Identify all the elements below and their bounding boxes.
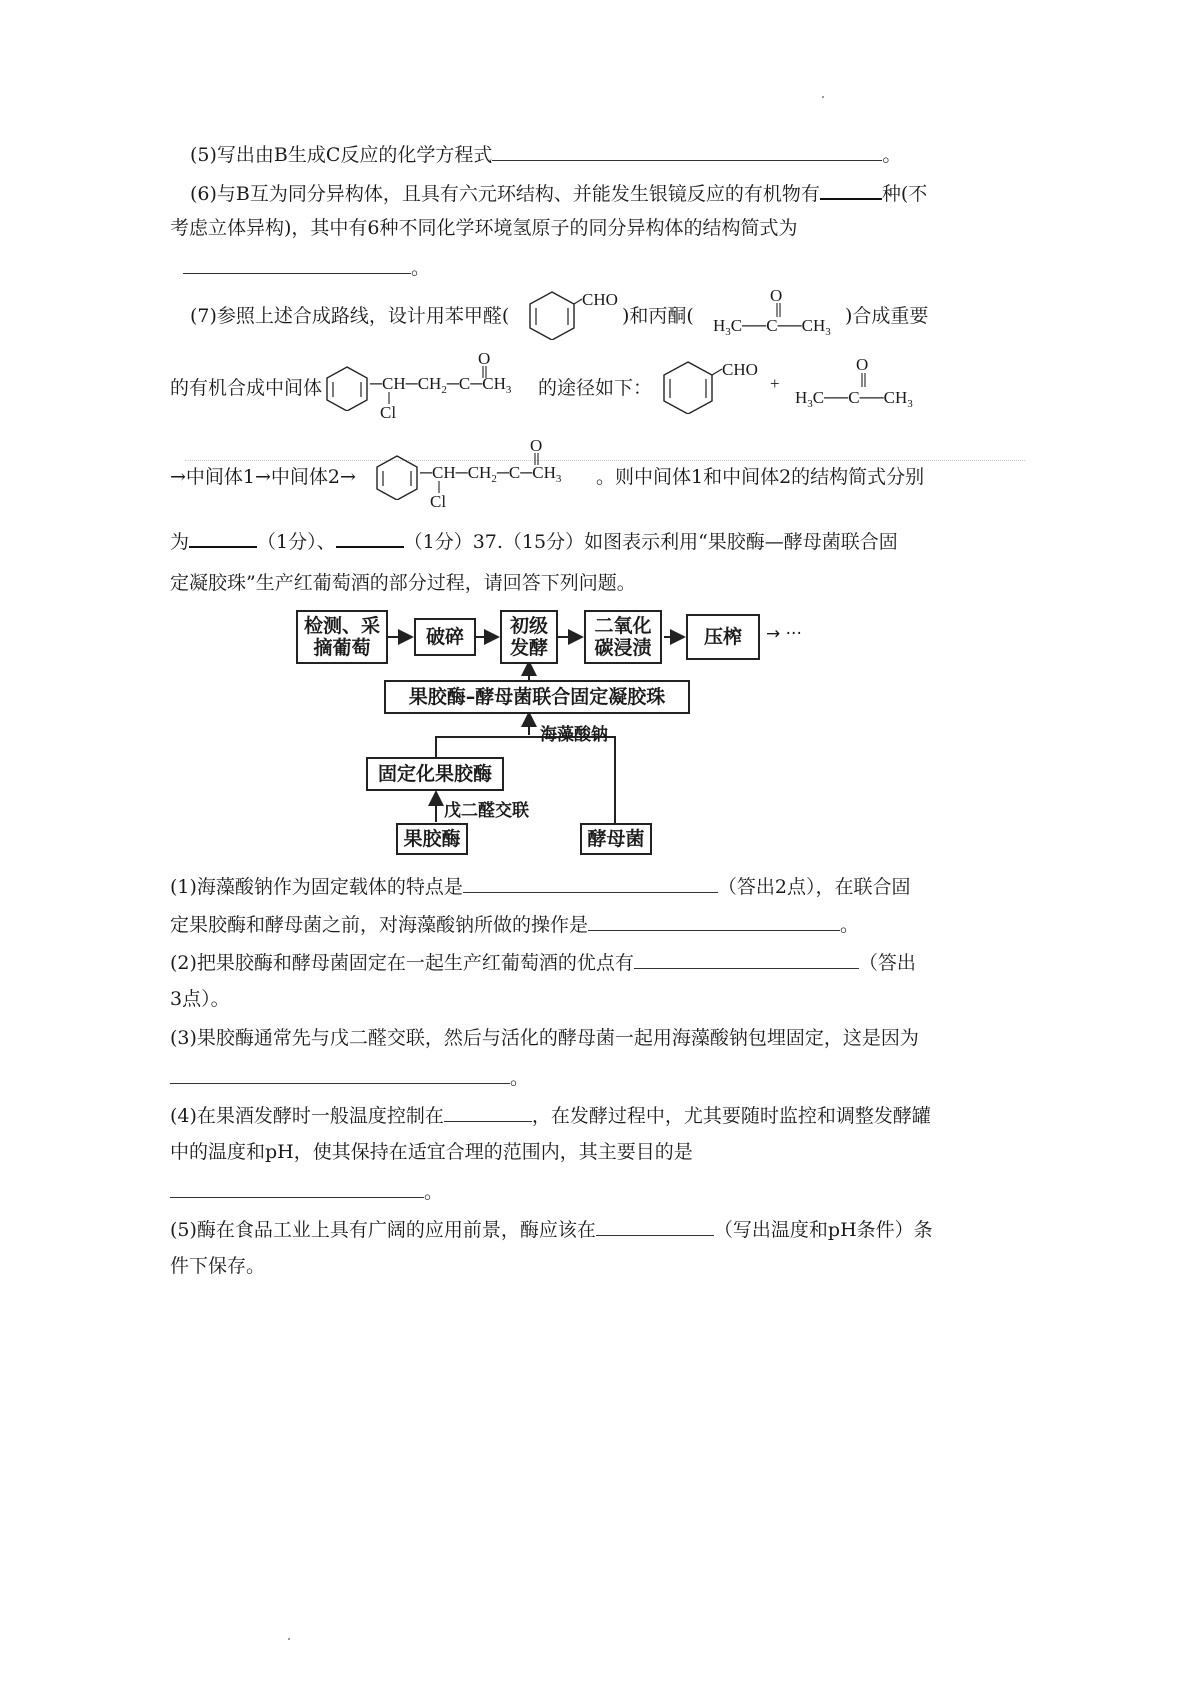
scan-speck-top [822,96,824,98]
b2-text1b: （答出 [858,952,916,974]
q6-structure-blank[interactable] [183,253,411,274]
label-glutaraldehyde: 戊二醛交联 [444,801,529,821]
flow-box-beads-label: 果胶酶–酵母菌联合固定凝胶珠 [408,686,666,708]
page-divider [185,460,1025,461]
b4-purpose-blank[interactable] [170,1177,424,1198]
flow-box-press [686,614,760,660]
b2-text1a: (2)把果胶酶和酵母菌固定在一起生产红葡萄酒的优点有 [170,952,634,974]
carbonyl-o-4: O [530,436,543,455]
q6-line3 [183,253,430,281]
acetone-o-3: O [856,355,869,374]
q7-text3b: 。则中间体1和中间体2的结构简式分别 [596,466,925,488]
b2-line2: 3点）。 [170,988,230,1010]
flow-box-co2-label: 二氧化 碳浸渍 [594,615,652,659]
q6-count-blank[interactable] [820,178,882,200]
q7-line4 [170,526,898,555]
flow-box-immobilized-label: 固定化果胶酶 [377,763,492,785]
q5-line [190,140,901,168]
b2-blank[interactable] [634,948,859,969]
q5-text: (5)写出由B生成C反应的化学方程式 [190,144,493,166]
flow-box-harvest [296,610,388,664]
b1-blank2[interactable] [588,910,840,931]
flow-box-press-label: 压榨 [703,626,742,648]
b3-line1: (3)果胶酶通常先与戊二醛交联，然后与活化的酵母菌一起用海藻酸钠包埋固定，这是因为 [170,1027,919,1049]
b4-line1 [170,1101,931,1129]
b1-text1b: （答出2点），在联合固 [717,876,911,898]
scan-speck-bottom [288,1638,290,1640]
b2-line1 [170,948,916,976]
b1-line1 [170,872,911,900]
flow-box-immobilized-pectinase [366,757,504,791]
q6-text1: (6)与B互为同分异构体，且具有六元环结构、并能发生银镜反应的有机物有 [190,183,820,205]
carbonyl-o-2: O [478,349,491,368]
flow-box-harvest-label: 检测、采 摘葡萄 [303,615,380,659]
cho-group-1: CHO [582,290,618,309]
intermediate1-blank[interactable] [189,526,257,548]
flow-box-crush [414,618,476,656]
b1-text2a: 定果胶酶和酵母菌之前，对海藻酸钠所做的操作是 [170,914,589,936]
flow-box-primary-fermentation [500,610,558,664]
carbonyl-bond-4 [530,453,544,467]
b5-line1 [170,1215,933,1243]
b5-text1a: (5)酶在食品工业上具有广阔的应用前景，酶应该在 [170,1219,596,1241]
acetone-formula-3: $H_3C──C──CH_3$ [795,388,913,410]
q6-end: 。 [411,257,431,279]
q7-text1c: )合成重要 [845,305,929,327]
flow-box-pectinase [396,823,468,855]
q7-text4c: （1分）37.（15分）如图表示利用“果胶酶—酵母菌联合固 [403,531,898,553]
flow-box-beads [384,680,690,714]
plus-sign: + [770,374,780,393]
b4-end: 。 [424,1181,444,1203]
label-sodium-alginate: 海藻酸钠 [540,725,608,745]
benzene-ring-4 [372,452,422,500]
q37-intro: 定凝胶珠”生产红葡萄酒的部分过程，请回答下列问题。 [170,572,636,594]
benzaldehyde-ring [522,288,582,340]
b1-text1a: (1)海藻酸钠作为固定载体的特点是 [170,876,463,898]
b1-blank1[interactable] [463,872,718,893]
q7-text4b: （1分）、 [257,531,336,553]
q7-text3a: →中间体1→中间体2→ [170,466,356,488]
flow-box-yeast-label: 酵母菌 [587,828,645,850]
b4-line3 [170,1177,443,1205]
acetone-o-1: O [770,286,783,305]
carbonyl-bond-2 [478,366,492,380]
benzene-ring-2 [322,363,372,411]
acetone-formula-1: $H_3C──C──CH_3$ [713,316,831,338]
q7-text1a: (7)参照上述合成路线，设计用苯甲醛( [190,305,510,327]
flow-box-pectinase-label: 果胶酶 [403,828,461,850]
b3-blank[interactable] [170,1063,510,1084]
flow-box-co2-maceration [584,610,662,664]
q6-text1b: 种(不 [881,183,928,205]
benzaldehyde-ring-3 [656,358,726,414]
intermediate2-blank[interactable] [336,526,404,548]
b5-line2: 件下保存。 [170,1255,266,1277]
flow-box-primary-label: 初级 发酵 [509,615,548,659]
b1-text2b: 。 [840,914,860,936]
b4-temp-blank[interactable] [444,1101,532,1122]
b4-line2: 中的温度和pH，使其保持在适宜合理的范围内，其主要目的是 [170,1141,693,1163]
flow-box-crush-label: 破碎 [425,626,464,648]
b5-text1b: （写出温度和pH条件）条 [713,1219,933,1241]
b4-text1b: ，在发酵过程中，尤其要随时监控和调整发酵罐 [531,1105,931,1127]
q7-text2b: 的途径如下： [538,377,653,399]
b3-line2 [170,1063,529,1091]
intermediate-chain-2: $─CH─CH_2─C─CH_3$ [370,374,512,396]
q6-line1 [190,178,927,207]
chlorine-2: Cl [380,403,397,422]
acetone-double-bond-3 [857,373,871,389]
b5-blank[interactable] [596,1215,714,1236]
q6-line2: 考虑立体异构)，其中有6种不同化学环境氢原子的同分异构体的结构简式为 [170,217,798,239]
q5-end: 。 [882,144,902,166]
b4-text1a: (4)在果酒发酵时一般温度控制在 [170,1105,444,1127]
q7-text2a: 的有机合成中间体 [170,377,323,399]
b1-line2 [170,910,859,938]
q7-text4a: 为 [170,531,190,553]
cho-group-3: CHO [722,360,758,379]
b3-end: 。 [510,1067,530,1089]
q5-answer-blank[interactable] [492,140,882,161]
flow-continue: → ··· [766,624,802,644]
product-chain-4: $─CH─CH_2─C─CH_3$ [420,463,562,485]
chlorine-4: Cl [430,492,447,511]
flow-box-yeast [580,823,652,855]
q7-text1b: )和丙酮( [622,305,694,327]
